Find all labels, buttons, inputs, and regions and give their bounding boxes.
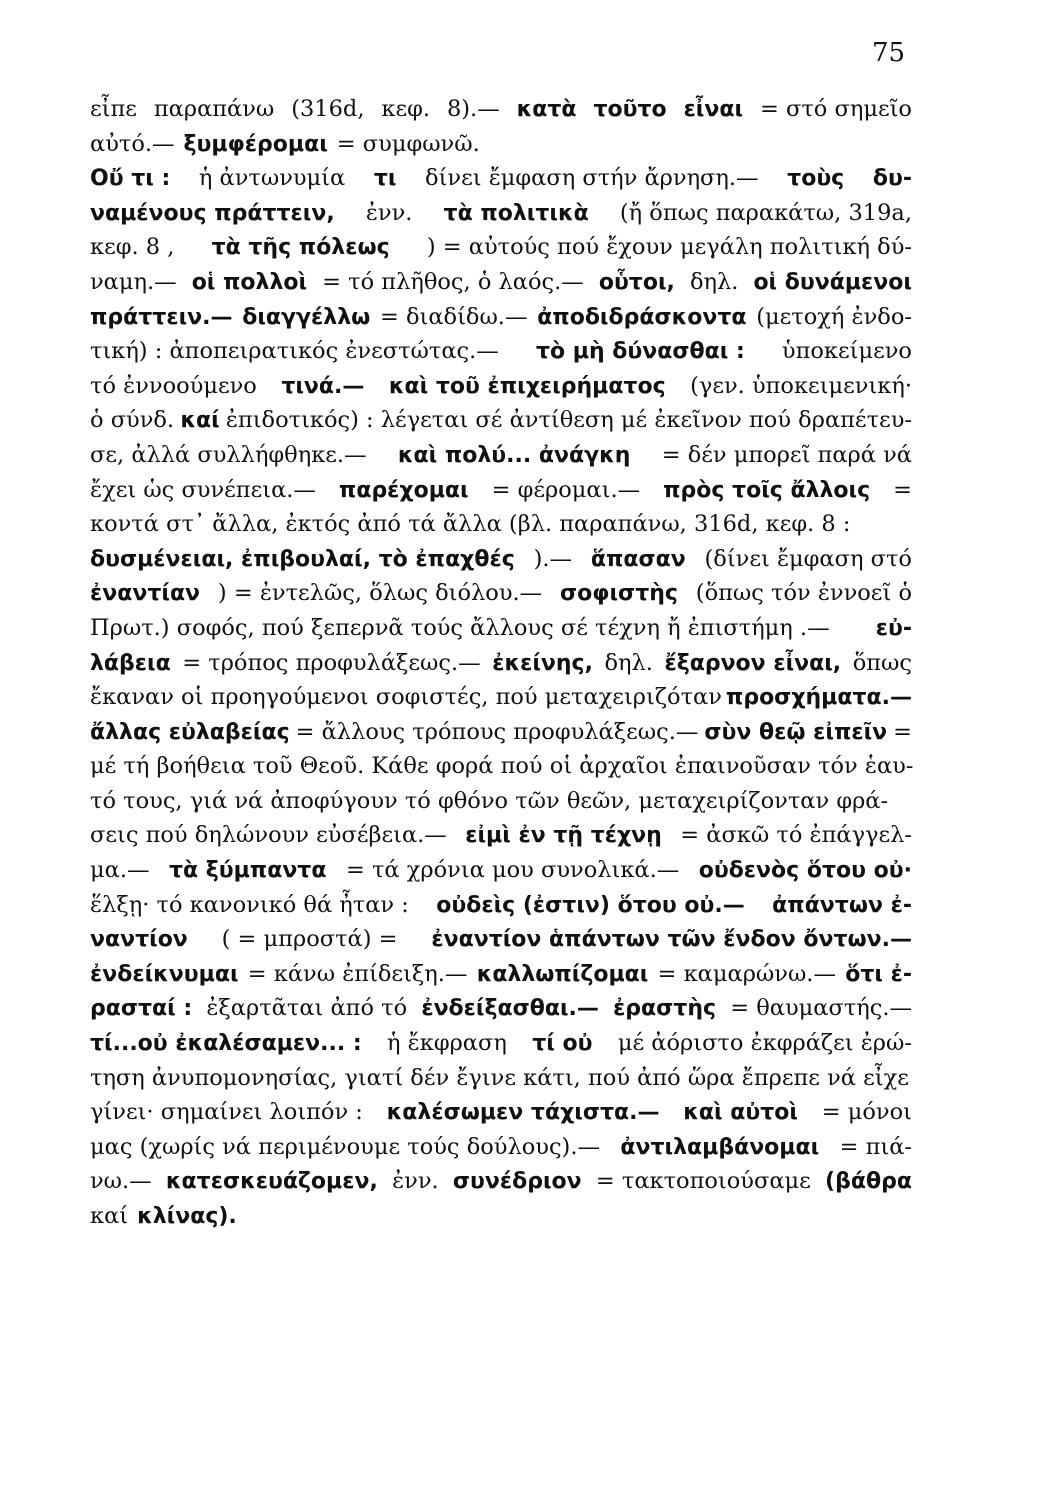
- headword: ἀντιλαμβάνομαι: [620, 1134, 820, 1160]
- headword: λάβεια: [90, 650, 171, 676]
- gloss-text: = διαδίδω.—: [379, 303, 528, 330]
- gloss-text: = καμαρώνω.—: [657, 960, 836, 987]
- headword: εἰμὶ ἐν τῇ τέχνῃ: [465, 823, 662, 849]
- gloss-text: ) = αὐτούς πού ἔχουν μεγάλη πολιτική δύ-: [426, 234, 912, 261]
- text-line: [90, 749, 912, 784]
- headword: καλλωπίζομαι: [476, 961, 649, 987]
- gloss-text: δίνει ἔμφαση στήν ἄρνηση.—: [425, 165, 759, 192]
- gloss-text: κοντά στ᾽ ἄλλα, ἐκτός ἀπό τά ἄλλα (βλ. παραπάνω, 316d, κεφ. 8 :: [90, 511, 851, 538]
- text-line: [90, 818, 912, 853]
- text-line: [90, 127, 912, 162]
- headword: τὰ ξύμπαντα: [168, 858, 327, 884]
- gloss-text: (ἤ ὅπως παρακάτω, 319a,: [619, 199, 912, 226]
- gloss-text: τό τους, γιά νά ἀποφύγουν τό φθόνο τῶν θεῶν, μεταχειρίζονταν φρά-: [90, 787, 889, 814]
- text-line: [90, 403, 912, 438]
- headword: κατὰ: [516, 97, 577, 122]
- gloss-text: ἐπιδοτικός) : λέγεται σέ ἀντίθεση μέ ἐκεῖνον πού δραπέτευ-: [225, 407, 912, 434]
- gloss-text: ἐνν.: [392, 1168, 439, 1195]
- gloss-text: τό ἐννοούμενο: [90, 372, 257, 399]
- text-line: [90, 1061, 912, 1096]
- gloss-text: ναμη.—: [90, 268, 177, 295]
- gloss-text: =: [893, 718, 912, 745]
- text-line: [90, 576, 912, 611]
- gloss-text: (μετοχή ἐνδο-: [756, 303, 912, 330]
- headword: (βάθρα: [825, 1169, 912, 1195]
- text-line: [90, 1199, 912, 1234]
- text-line: [90, 680, 912, 715]
- headword: συνέδριον: [452, 1169, 582, 1195]
- headword: δυ-: [872, 166, 912, 192]
- headword: ἅπασαν: [590, 546, 686, 572]
- gloss-text: σε, ἀλλά συλλήφθηκε.—: [90, 441, 367, 468]
- text-line: [90, 1130, 912, 1165]
- text-line: [90, 196, 912, 231]
- gloss-text: τηση ἀνυπομονησίας, γιατί δέν ἔγινε κάτι, πού ἀπό ὥρα ἔπρεπε νά εἶχε: [90, 1064, 909, 1091]
- gloss-text: ( = μπροστά) =: [221, 926, 398, 953]
- headword: τὰ τῆς πόλεως: [211, 235, 390, 261]
- gloss-text: = φέρομαι.—: [491, 476, 641, 503]
- headword: οἱ πολλοὶ: [191, 269, 308, 295]
- text-line: [90, 922, 912, 957]
- headword: τοῦτο: [593, 97, 667, 122]
- headword: ἄλλας εὐλαβείας: [90, 719, 290, 745]
- gloss-text: = τά χρόνια μου συνολικά.—: [345, 857, 680, 884]
- text-line: [90, 230, 912, 265]
- gloss-text: = ἄλλους τρόπους προφυλάξεως.—: [295, 718, 699, 745]
- text-line: [90, 161, 912, 196]
- gloss-text: νω.—: [90, 1168, 152, 1195]
- headword: τοὺς: [787, 166, 845, 192]
- gloss-text: = κάνω ἐπίδειξη.—: [247, 960, 468, 987]
- headword: πρὸς τοῖς ἄλλοις: [663, 477, 871, 503]
- text-line: [90, 92, 912, 127]
- gloss-text: ).—: [533, 545, 573, 572]
- text-line: [90, 438, 912, 473]
- gloss-text: = τό πλῆθος, ὁ λαός.—: [322, 268, 584, 295]
- headword: οὐδεὶς (ἐστιν) ὅτου οὐ.—: [436, 892, 745, 918]
- gloss-text: ἔκαναν οἱ προηγούμενοι σοφιστές, πού μεταχειριζόταν: [90, 684, 722, 711]
- text-line: [90, 991, 912, 1026]
- gloss-text: ἔχει ὡς συνέπεια.—: [90, 476, 316, 503]
- gloss-text: μέ τή βοήθεια τοῦ Θεοῦ. Κάθε φορά πού οἱ ἀρχαῖοι ἐπαινοῦσαν τόν ἑαυ-: [90, 753, 914, 780]
- text-line: [90, 300, 912, 335]
- headword: τι: [373, 166, 397, 192]
- text-line: [90, 611, 912, 646]
- gloss-text: = θαυμαστής.—: [730, 995, 912, 1022]
- headword: ναντίον: [90, 927, 188, 953]
- headword: διαγγέλλω: [242, 304, 371, 330]
- gloss-text: (δίνει ἔμφαση στό: [704, 545, 912, 572]
- page-number: 75: [872, 38, 906, 68]
- gloss-text: (ὅπως τόν ἐννοεῖ ὁ: [695, 580, 912, 607]
- gloss-text: ὑποκείμενο: [781, 338, 912, 365]
- gloss-text: ἡ ἔκφραση: [387, 1030, 507, 1057]
- headword: τὸ μὴ δύνασθαι :: [535, 339, 745, 365]
- headword: κατεσκευάζομεν,: [165, 1169, 378, 1195]
- headword: οὗτοι,: [598, 269, 675, 295]
- gloss-text: ὁ σύνδ.: [90, 407, 175, 434]
- headword: καί: [180, 408, 220, 434]
- headword: προσχήματα.—: [725, 685, 912, 711]
- text-line: [90, 1164, 912, 1199]
- text-line: [90, 888, 912, 923]
- headword: ἐναντίαν: [90, 581, 201, 607]
- gloss-text: ἡ ἀντωνυμία: [198, 165, 346, 192]
- headword: δυσμένειαι, ἐπιβουλαί, τὸ ἐπαχθές: [90, 546, 515, 572]
- headword: οὐδενὸς ὅτου οὐ·: [698, 858, 912, 884]
- gloss-text: =: [893, 476, 912, 503]
- gloss-text: ὅπως: [852, 649, 912, 676]
- text-line: [90, 1095, 912, 1130]
- text-line: [90, 1026, 912, 1061]
- text-line: [90, 957, 912, 992]
- headword: παρέχομαι: [338, 477, 469, 503]
- headword: τί οὐ: [532, 1031, 593, 1057]
- gloss-text: ἐξαρτᾶται ἀπό τό: [206, 995, 408, 1022]
- gloss-text: τική) : ἀποπειρατικός ἐνεστώτας.—: [90, 338, 499, 365]
- headword: ναμένους πράττειν,: [90, 200, 335, 226]
- gloss-text: Πρωτ.) σοφός, πού ξεπερνᾶ τούς ἄλλους σέ τέχνη ἤ ἐπιστήμη .—: [90, 614, 830, 641]
- gloss-text: δηλ.: [689, 268, 739, 295]
- gloss-text: σεις πού δηλώνουν εὐσέβεια.—: [90, 822, 447, 849]
- gloss-text: μας (χωρίς νά περιμένουμε τούς δούλους).—: [90, 1133, 600, 1160]
- headword: εἶναι: [683, 97, 744, 122]
- gloss-text: = στό σημεῖο: [759, 96, 912, 122]
- headword: καλέσωμεν τάχιστα.—: [386, 1100, 660, 1126]
- headword: ἐνδείκνυμαι: [90, 961, 239, 987]
- gloss-text: = τρόπος προφυλάξεως.—: [182, 649, 481, 676]
- text-line: [90, 542, 912, 577]
- headword: ἔξαρνον εἶναι,: [664, 650, 842, 676]
- gloss-text: ἐνν.: [365, 199, 413, 226]
- gloss-text: παραπάνω: [153, 96, 275, 122]
- text-line: [90, 473, 912, 508]
- text-line: [90, 334, 912, 369]
- gloss-text: κεφ.: [381, 96, 431, 122]
- headword: ἀπάντων ἐ-: [772, 892, 912, 918]
- headword: ἐνδείξασθαι.—: [421, 996, 599, 1022]
- headword: τί...οὐ ἐκαλέσαμεν... :: [90, 1031, 362, 1057]
- headword: ἐκείνης,: [492, 650, 593, 676]
- headword: πράττειν.—: [90, 304, 233, 330]
- gloss-text: (316d,: [291, 96, 365, 122]
- gloss-text: = πιά-: [839, 1133, 912, 1160]
- headword: ἐναντίον ἁπάντων τῶν ἔνδον ὄντων.—: [431, 927, 912, 953]
- headword: κλίνας).: [137, 1204, 237, 1229]
- headword: καὶ τοῦ ἐπιχειρήματος: [388, 373, 666, 399]
- headword: σὺν θεῷ εἰπεῖν: [704, 719, 888, 745]
- headword: τινά.—: [281, 373, 365, 399]
- glossary-text-block: [90, 92, 912, 1234]
- text-line: [90, 369, 912, 404]
- gloss-text: μέ ἀόριστο ἐκφράζει ἐρώ-: [617, 1030, 912, 1057]
- headword: ρασταί :: [90, 996, 193, 1022]
- gloss-text: δηλ.: [604, 649, 653, 676]
- headword: καὶ πολύ... ἀνάγκη: [397, 442, 631, 468]
- text-line: [90, 646, 912, 681]
- gloss-text: ἕλξῃ· τό κανονικό θά ἦταν :: [90, 891, 409, 918]
- headword: ἐραστὴς: [613, 996, 717, 1022]
- gloss-text: = ἀσκῶ τό ἐπάγγελ-: [680, 822, 912, 849]
- text-line: [90, 853, 912, 888]
- gloss-text: = συμφωνῶ.: [336, 130, 480, 157]
- headword: εὐ-: [875, 615, 912, 641]
- gloss-text: καί: [90, 1203, 129, 1229]
- gloss-text: = μόνοι: [821, 1099, 912, 1126]
- text-line: [90, 715, 912, 750]
- headword: οἱ δυνάμενοι: [753, 269, 912, 295]
- gloss-text: 8).—: [446, 96, 500, 122]
- gloss-text: ) = ἐντελῶς, ὅλως διόλου.—: [217, 580, 543, 607]
- headword: ὅτι ἐ-: [845, 961, 912, 987]
- headword: ξυμφέρομαι: [183, 131, 328, 157]
- text-line: [90, 784, 912, 819]
- gloss-text: εἶπε: [90, 96, 137, 122]
- text-line: [90, 507, 912, 542]
- gloss-text: = τακτοποιούσαμε: [595, 1168, 811, 1195]
- headword: καὶ αὐτοὶ: [683, 1100, 798, 1126]
- headword: Οὔ τι :: [90, 166, 171, 192]
- headword: σοφιστὴς: [560, 581, 678, 607]
- gloss-text: γίνει· σημαίνει λοιπόν :: [90, 1099, 363, 1126]
- gloss-text: κεφ. 8 ,: [90, 234, 175, 261]
- headword: τὰ πολιτικὰ: [443, 200, 589, 226]
- gloss-text: μα.—: [90, 857, 150, 884]
- gloss-text: = δέν μπορεῖ παρά νά: [661, 441, 912, 468]
- headword: ἀποδιδράσκοντα: [537, 304, 747, 330]
- gloss-text: (γεν. ὑποκειμενική·: [690, 372, 912, 399]
- text-line: [90, 265, 912, 300]
- gloss-text: αὐτό.—: [90, 130, 175, 157]
